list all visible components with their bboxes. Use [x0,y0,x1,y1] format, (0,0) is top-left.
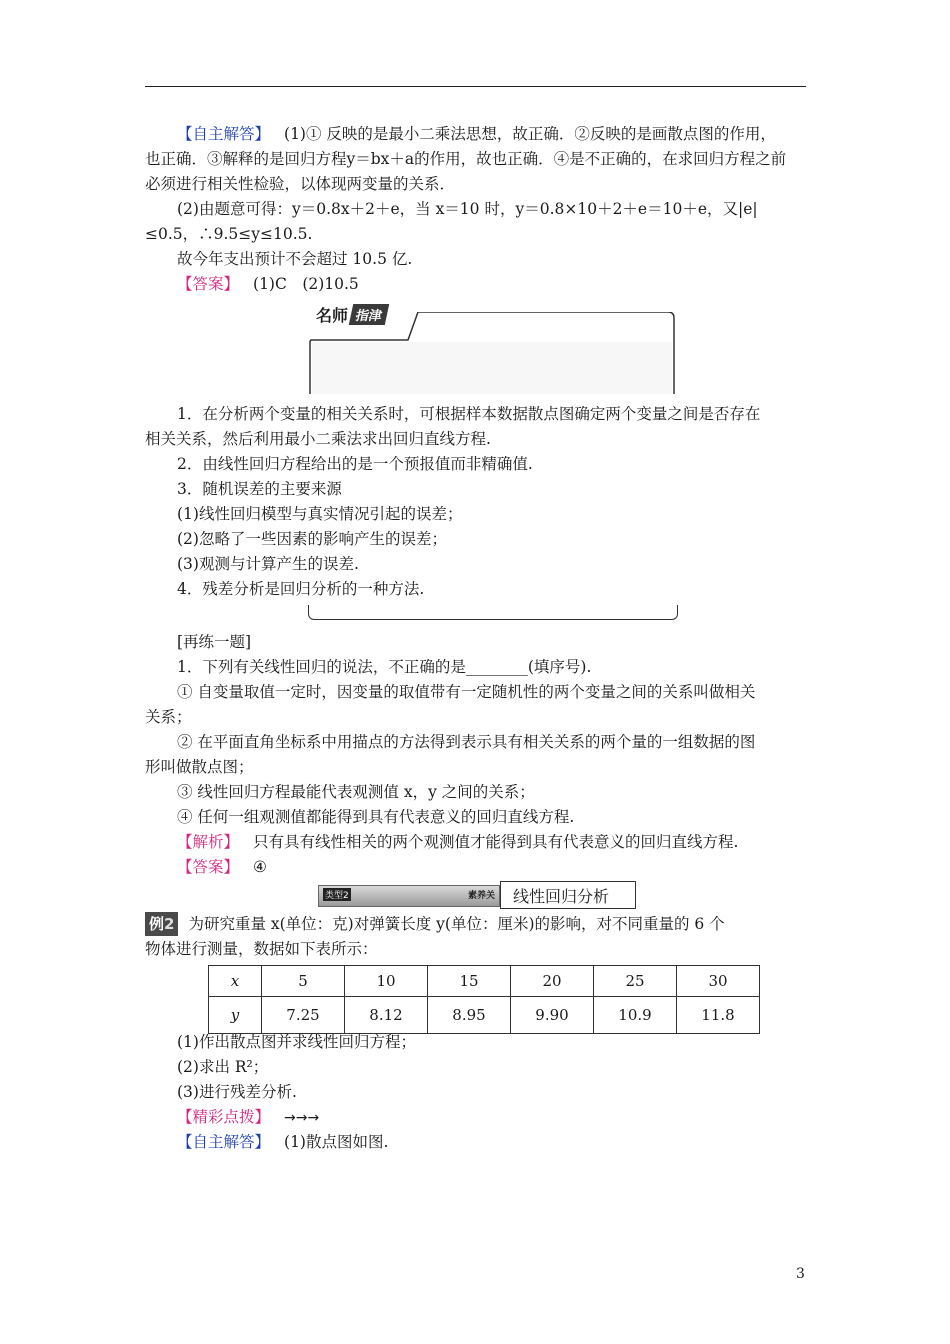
type-banner-right: 素养关 [467,891,495,901]
teacher-label-text: 名师 [316,305,349,325]
type-banner-title: 线性回归分析 [500,881,636,909]
table-cell: 20 [511,966,594,997]
example-question: (2)求出 R²； [177,1058,269,1076]
answer-text: ④ [253,858,267,876]
table-cell: y [209,997,262,1034]
table-row [209,997,760,1034]
table-cell: 9.90 [511,997,594,1034]
header-rule [145,86,806,87]
example-label [145,912,178,936]
hint-tag: 【精彩点拨】 [177,1108,271,1126]
hint-line [177,1105,842,1130]
example-question: (1)作出散点图并求线性回归方程； [177,1033,416,1051]
practice-question: 1．下列有关线性回归的说法，不正确的是________(填序号). [177,658,592,676]
practice-option: ③ 线性回归方程最能代表观测值 x，y 之间的关系； [177,783,535,801]
table-cell: 8.12 [345,997,428,1034]
practice-option: 关系； [145,708,192,726]
teacher-box-bottom [308,605,678,620]
solution-text: (1)散点图如图. [284,1133,389,1151]
answer-tag: 【答案】 [177,858,240,876]
practice-option: ① 自变量取值一定时，因变量的取值带有一定随机性的两个变量之间的关系叫做相关 [177,683,756,701]
solution-line: 也正确．③解释的是回归方程y＝bx＋a的作用，故也正确．④是不正确的，在求回归方程之前 [145,150,787,168]
example-question: (3)进行残差分析. [177,1083,297,1101]
example-line: 物体进行测量，数据如下表所示： [145,940,378,958]
page-number: 3 [796,1266,805,1282]
teacher-item: 相关关系，然后利用最小二乘法求出回归直线方程. [145,430,491,448]
practice-option: ④ 任何一组观测值都能得到具有代表意义的回归直线方程. [177,808,575,826]
teacher-guide-label [316,302,418,326]
answer-line [177,855,842,879]
solution-line [177,1130,842,1154]
practice-option: 形叫做散点图； [145,758,254,776]
type-banner-left: 类型2 [323,888,351,901]
teacher-item: 3．随机误差的主要来源 [177,480,342,498]
solution-line: (2)由题意可得：y＝0.8x＋2＋e，当 x＝10 时，y＝0.8×10＋2＋e＝10＋e，又|e| [177,200,758,218]
solution-line: ≤0.5，∴9.5≤y≤10.5. [145,225,313,243]
example-number: 2 [164,915,175,933]
teacher-item: 1．在分析两个变量的相关关系时，可根据样本数据散点图确定两个变量之间是否存在 [177,405,761,423]
table-cell: 8.95 [428,997,511,1034]
answer-text: (1)C (2)10.5 [253,275,359,293]
table-cell: 5 [262,966,345,997]
answer-tag: 【答案】 [177,275,240,293]
analysis-tag: 【解析】 [177,833,240,851]
table-cell: 10.9 [594,997,677,1034]
analysis-text: 只有具有线性相关的两个观测值才能得到具有代表意义的回归直线方程. [253,833,739,851]
teacher-item: (3)观测与计算产生的误差. [177,555,359,573]
answer-line [177,272,842,296]
table-cell: 25 [594,966,677,997]
solution-line: 必须进行相关性检验，以体现两变量的关系． [145,175,456,193]
table-cell: 30 [677,966,760,997]
solution-text: (1)① 反映的是最小二乘法思想，故正确．②反映的是画散点图的作用， [284,125,776,143]
hint-arrows: →→→ [284,1110,320,1126]
self-answer-tag: 【自主解答】 [177,125,271,143]
teacher-item: (1)线性回归模型与真实情况引起的误差； [177,505,463,523]
analysis-line [177,830,842,854]
data-table [208,965,760,1034]
table-cell: 11.8 [677,997,760,1034]
example-text: 为研究重量 x(单位：克)对弹簧长度 y(单位：厘米)的影响，对不同重量的 6 个 [188,915,725,933]
example-line [145,912,810,936]
teacher-item: 2．由线性回归方程给出的是一个预报值而非精确值. [177,455,533,473]
teacher-item: 4．残差分析是回归分析的一种方法. [177,580,425,598]
table-row [209,966,760,997]
example-label-text: 例 [149,915,165,933]
practice-title: [再练一题] [177,633,252,651]
table-cell: 10 [345,966,428,997]
table-cell: x [209,966,262,997]
type-banner-strip [318,885,500,907]
practice-option: ② 在平面直角坐标系中用描点的方法得到表示具有相关关系的两个量的一组数据的图 [177,733,756,751]
teacher-item: (2)忽略了一些因素的影响产生的误差； [177,530,447,548]
teacher-label-badge: 指津 [349,304,389,325]
type-banner [318,881,636,909]
solution-line: 故今年支出预计不会超过 10.5 亿. [177,250,413,268]
self-answer-tag: 【自主解答】 [177,1133,271,1151]
solution-line [177,122,842,146]
table-cell: 7.25 [262,997,345,1034]
table-cell: 15 [428,966,511,997]
